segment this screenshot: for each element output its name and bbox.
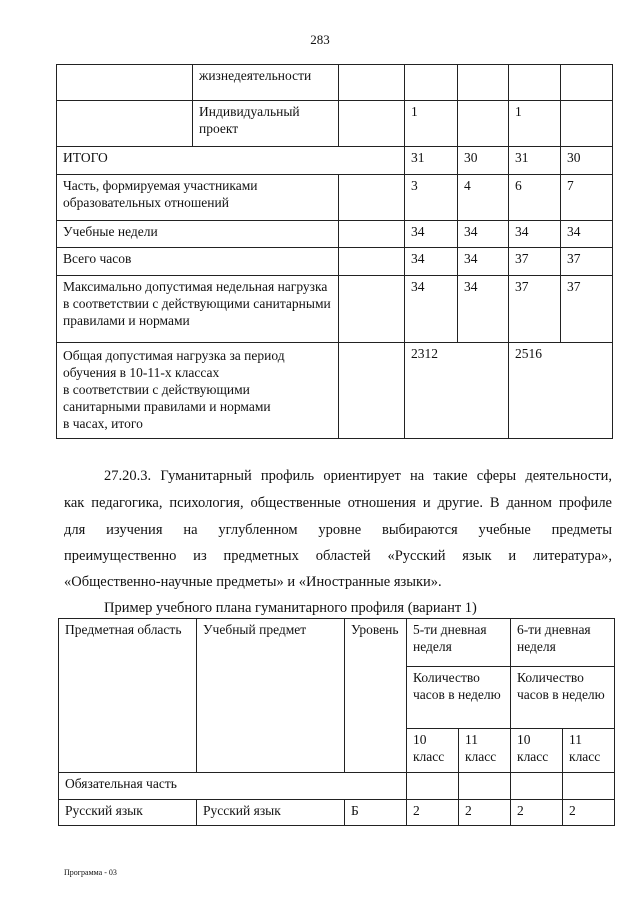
table-row: [59, 800, 615, 826]
table-cell: 31: [405, 147, 458, 175]
table-header-row: [59, 619, 615, 667]
table-cell: 34: [405, 248, 458, 276]
table-cell: Обязательная часть: [59, 773, 407, 800]
table-row: [57, 65, 613, 101]
table-cell: Индивидуальный проект: [193, 101, 339, 147]
page-number: 283: [310, 32, 330, 47]
curriculum-table-humanities: [58, 618, 615, 826]
header-cell: 11 класс: [563, 729, 615, 773]
table-cell: 34: [509, 221, 561, 248]
table-cell: 1: [509, 101, 561, 147]
table-cell: Русский язык: [197, 800, 345, 826]
table-cell: 37: [509, 276, 561, 343]
table-cell: 34: [458, 221, 509, 248]
table-cell: 2516: [509, 343, 613, 439]
table-row: [57, 147, 613, 175]
table-cell: 2: [511, 800, 563, 826]
table-row: [57, 276, 613, 343]
table-cell: 37: [561, 276, 613, 343]
paragraph-line: «Общественно-научные предметы» и «Иностранные языки».: [64, 574, 442, 590]
header-cell: 10 класс: [407, 729, 459, 773]
table-cell: жизнедеятельности: [193, 65, 339, 101]
paragraph-line: 27.20.3. Гуманитарный профиль ориентирует на такие сферы деятельности,: [104, 468, 612, 484]
table-row: [57, 343, 613, 439]
header-cell: 11 класс: [459, 729, 511, 773]
table-cell: 34: [405, 221, 458, 248]
table-cell: [561, 101, 613, 147]
paragraph-line: для изучения на углубленном уровне выбираются учебные предметы: [64, 522, 612, 538]
header-cell: Количество часов в неделю: [511, 667, 615, 729]
table-cell: 2: [407, 800, 459, 826]
table-row: [57, 175, 613, 221]
paragraph-line: как педагогика, психология, общественные отношения и другие. В данном профиле: [64, 495, 612, 511]
table-cell: 37: [561, 248, 613, 276]
header-cell: 6-ти дневная неделя: [511, 619, 615, 667]
table-cell: 4: [458, 175, 509, 221]
table-cell: Максимально допустимая недельная нагрузка в соответствии с действующими санитарными правилами и нормами: [57, 276, 339, 343]
table-cell: Часть, формируемая участниками образовательных отношений: [57, 175, 339, 221]
table-cell: 30: [458, 147, 509, 175]
table-cell: 2312: [405, 343, 509, 439]
table-row: [59, 773, 615, 800]
header-cell: Уровень: [345, 619, 407, 773]
table-cell: 7: [561, 175, 613, 221]
table-cell: 30: [561, 147, 613, 175]
table-cell: Общая допустимая нагрузка за период обучения в 10-11-х классах в соответствии с действующими санитарными правилами и нормами в часах, итого: [57, 343, 339, 439]
table-cell: 37: [509, 248, 561, 276]
table-cell: 34: [458, 276, 509, 343]
table-cell: 3: [405, 175, 458, 221]
paragraph-line: преимущественно из предметных областей «Русский язык и литература»,: [64, 548, 612, 564]
table-cell: [458, 101, 509, 147]
header-cell: Предметная область: [59, 619, 197, 773]
table-cell: Б: [345, 800, 407, 826]
table-cell: Русский язык: [59, 800, 197, 826]
header-cell: 10 класс: [511, 729, 563, 773]
table-caption: Пример учебного плана гуманитарного профиля (вариант 1): [104, 600, 477, 616]
table-cell: Всего часов: [57, 248, 339, 276]
table-cell: Учебные недели: [57, 221, 339, 248]
table-cell: 2: [563, 800, 615, 826]
table-cell: 31: [509, 147, 561, 175]
table-cell: 1: [405, 101, 458, 147]
curriculum-table-continued: [56, 64, 613, 439]
table-cell: 6: [509, 175, 561, 221]
header-cell: Учебный предмет: [197, 619, 345, 773]
table-cell: 34: [561, 221, 613, 248]
table-row: [57, 221, 613, 248]
table-cell: 34: [458, 248, 509, 276]
header-cell: Количество часов в неделю: [407, 667, 511, 729]
table-cell: 2: [459, 800, 511, 826]
table-cell: ИТОГО: [57, 147, 405, 175]
table-row: [57, 101, 613, 147]
table-row: [57, 248, 613, 276]
table-cell: 34: [405, 276, 458, 343]
footer-label: Программа - 03: [64, 868, 117, 877]
header-cell: 5-ти дневная неделя: [407, 619, 511, 667]
